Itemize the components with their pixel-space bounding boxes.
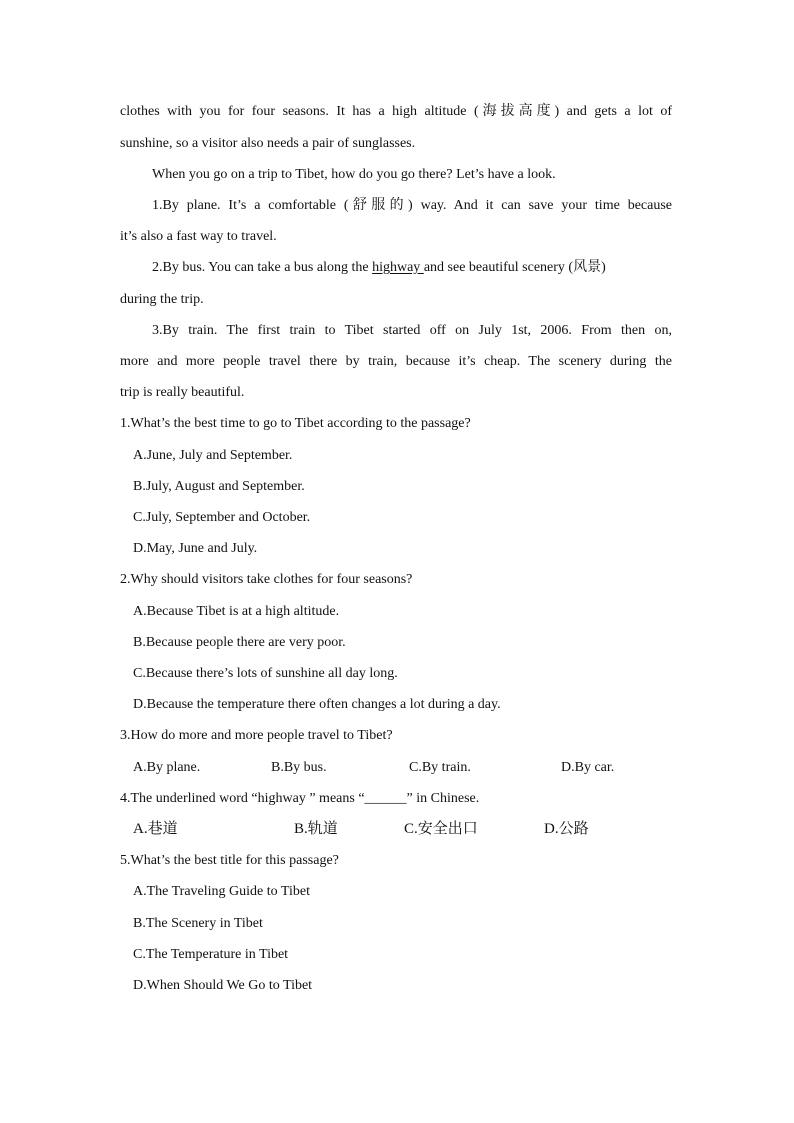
answer-option: B.轨道 [294, 821, 338, 837]
passage-line: during the trip. [120, 292, 204, 307]
answer-option: A.June, July and September. [133, 448, 293, 463]
passage-line: sunshine, so a visitor also needs a pair of sunglasses. [120, 136, 416, 151]
passage-text: and see beautiful scenery (风景) [423, 260, 606, 275]
underlined-word-highway: highway [372, 260, 424, 275]
answer-option: D.May, June and July. [133, 541, 258, 556]
answer-option: A.By plane. [133, 760, 201, 775]
passage-line [152, 259, 672, 277]
passage-line: clothes with you for four seasons. It has a high altitude (海拔高度) and gets a lot of [120, 104, 672, 119]
answer-option: D.公路 [544, 821, 589, 837]
passage-line: 1.By plane. It’s a comfortable (舒服的) way. And it can save your time because [152, 198, 672, 213]
answer-option: C.July, September and October. [133, 510, 311, 525]
passage-line: more and more people travel there by train, because it’s cheap. The scenery during the [120, 354, 672, 369]
question-stem: 1.What’s the best time to go to Tibet according to the passage? [120, 416, 471, 431]
answer-option: C.Because there’s lots of sunshine all day long. [133, 666, 398, 681]
question-stem: 5.What’s the best title for this passage? [120, 853, 339, 868]
passage-line: When you go on a trip to Tibet, how do you go there? Let’s have a look. [152, 167, 556, 182]
question-stem: 2.Why should visitors take clothes for four seasons? [120, 572, 413, 587]
answer-option: A.Because Tibet is at a high altitude. [133, 604, 340, 619]
answer-option: B.The Scenery in Tibet [133, 916, 263, 931]
answer-option: A.The Traveling Guide to Tibet [133, 884, 310, 899]
answer-option: C.安全出口 [404, 821, 478, 837]
answer-option: B.Because people there are very poor. [133, 635, 346, 650]
answer-option: D.By car. [561, 760, 615, 775]
passage-line: it’s also a fast way to travel. [120, 229, 277, 244]
question-stem: 3.How do more and more people travel to Tibet? [120, 728, 393, 743]
passage-line: trip is really beautiful. [120, 385, 245, 400]
answer-option: C.By train. [409, 760, 471, 775]
passage-line: 3.By train. The first train to Tibet started off on July 1st, 2006. From then on, [152, 323, 672, 338]
answer-option: B.July, August and September. [133, 479, 305, 494]
answer-option: C.The Temperature in Tibet [133, 947, 289, 962]
answer-option: D.When Should We Go to Tibet [133, 978, 313, 993]
answer-option: A.巷道 [133, 821, 178, 837]
passage-text: 2.By bus. You can take a bus along the [152, 260, 373, 275]
answer-option: B.By bus. [271, 760, 327, 775]
answer-option: D.Because the temperature there often changes a lot during a day. [133, 697, 501, 712]
question-stem: 4.The underlined word “highway ” means “______” in Chinese. [120, 791, 480, 806]
